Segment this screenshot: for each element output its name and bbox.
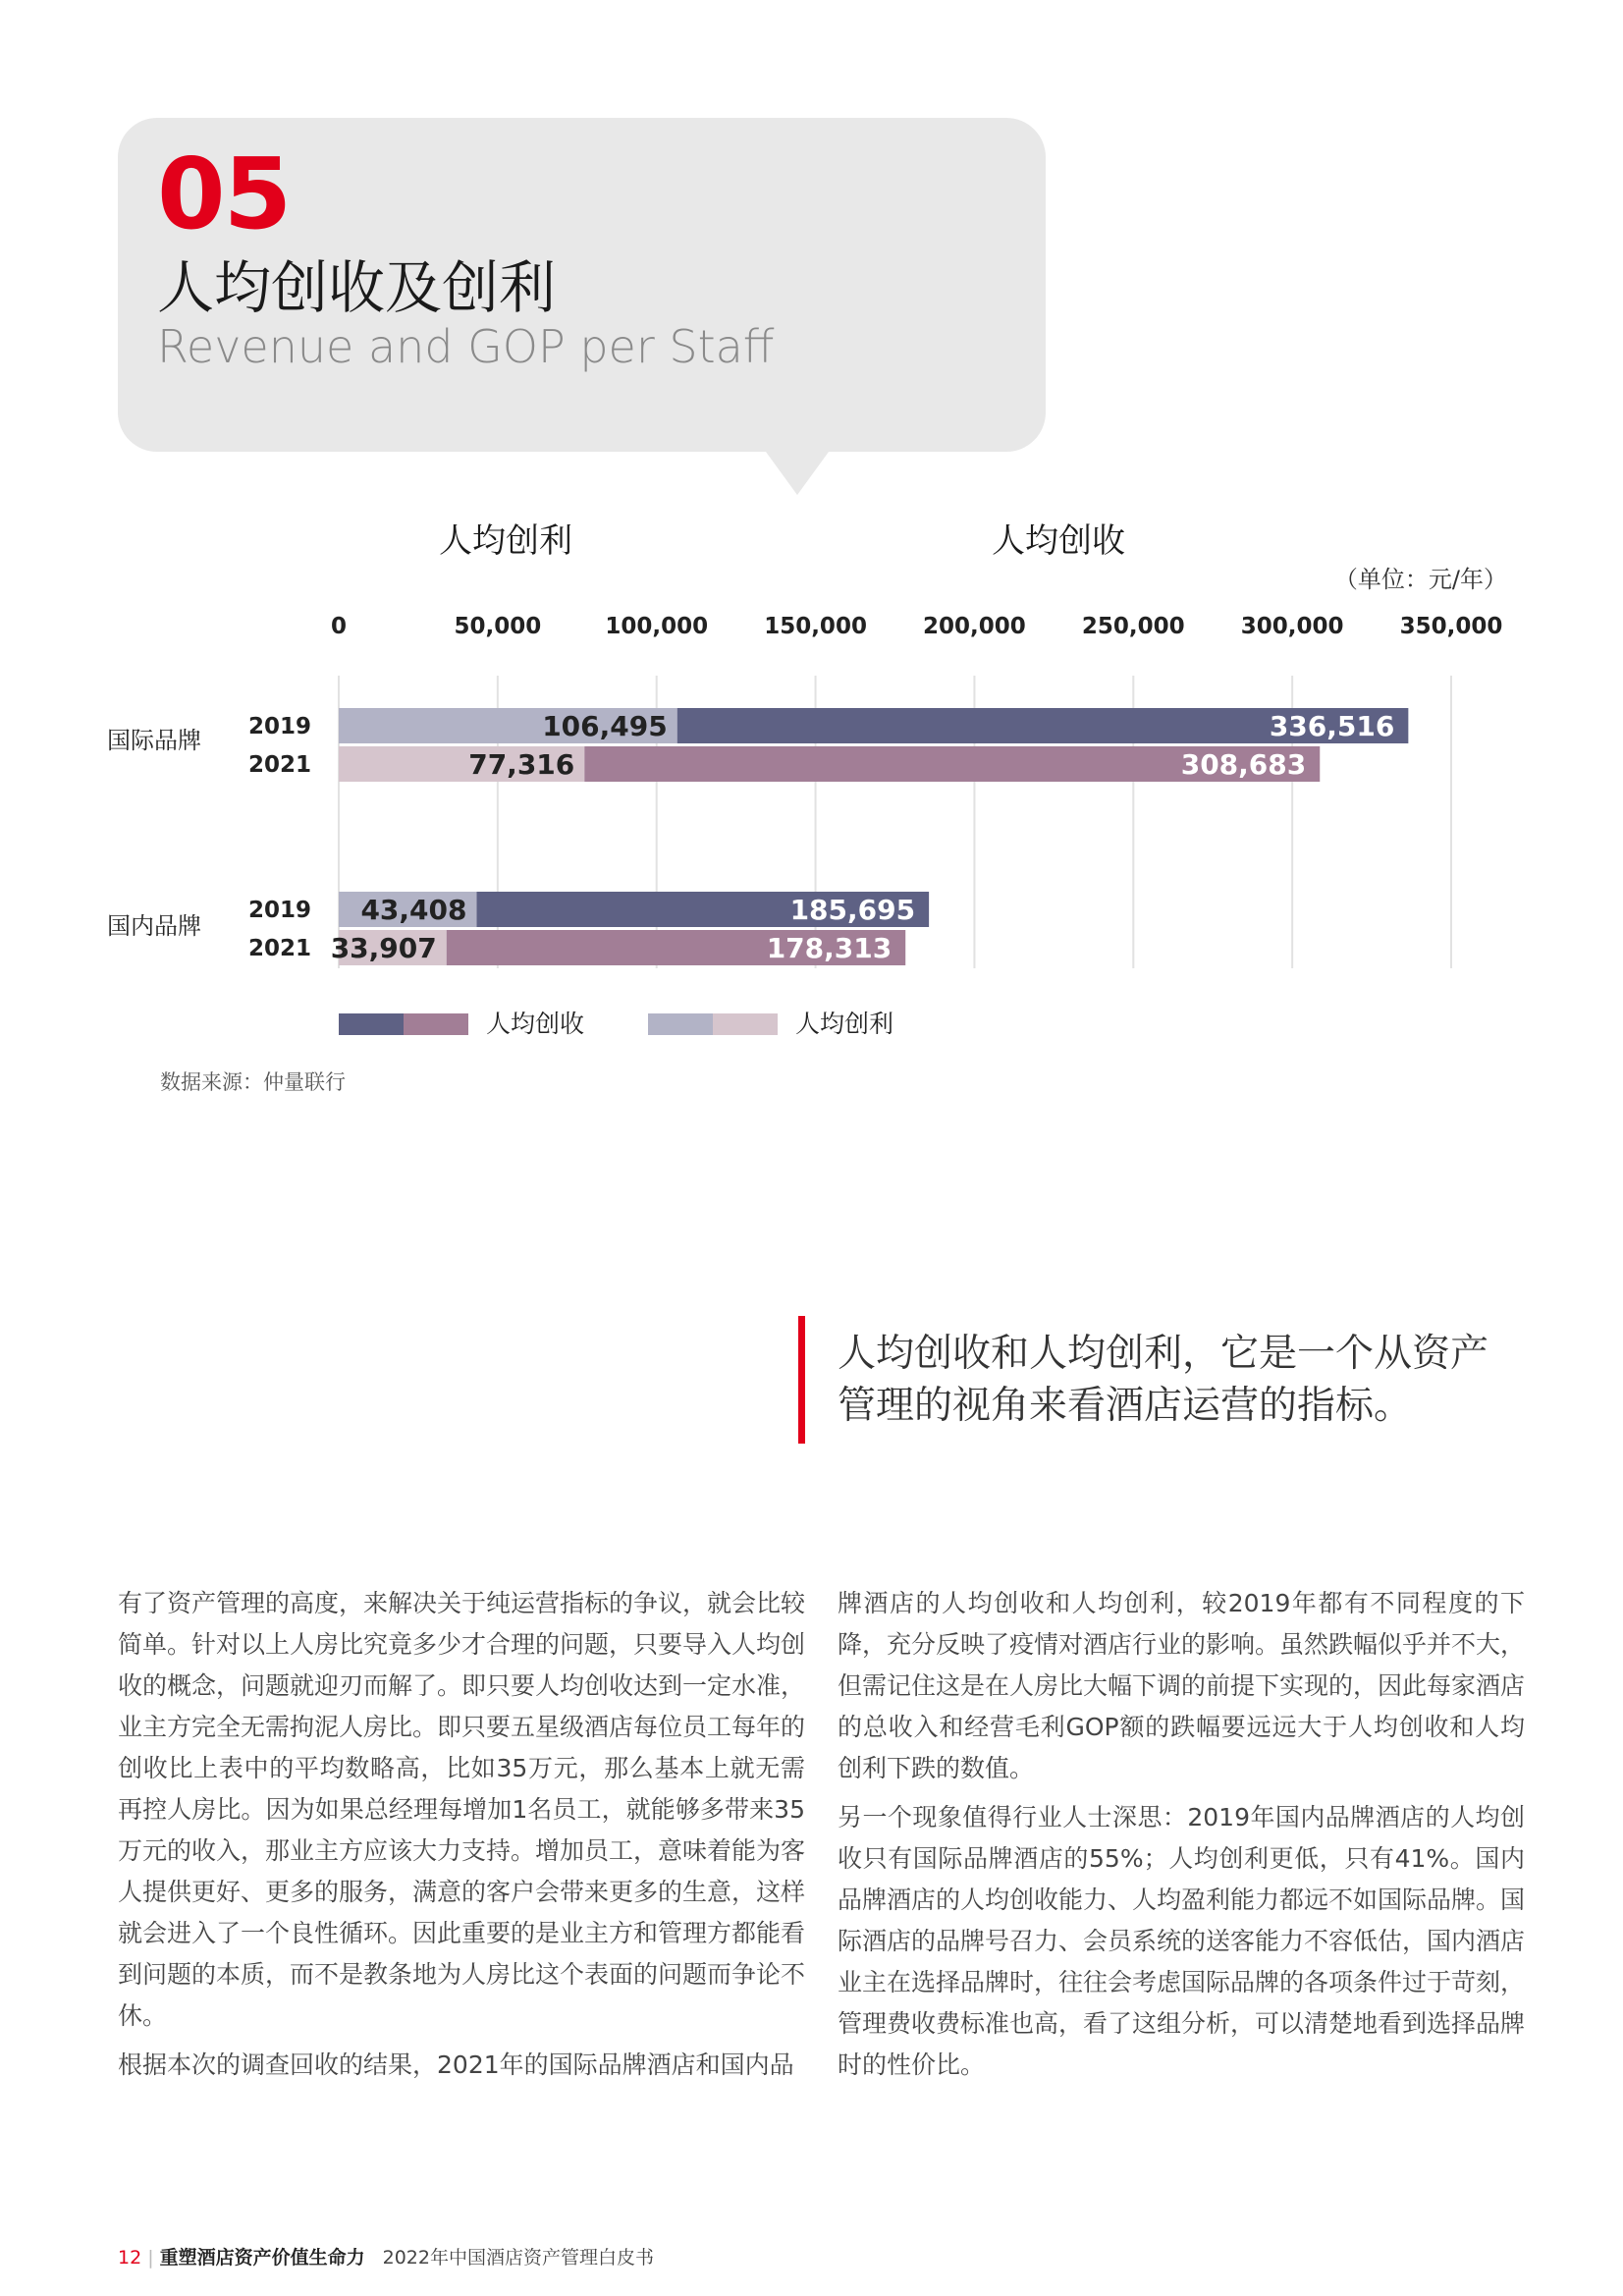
revenue-value-label: 178,313	[766, 932, 893, 964]
gop-value-label: 43,408	[360, 894, 467, 926]
body-column-right	[838, 1583, 1525, 2094]
gop-value-label: 33,907	[330, 932, 437, 964]
quote-accent-bar	[798, 1316, 805, 1444]
data-source: 数据来源：仲量联行	[160, 1070, 346, 1094]
chart-legend	[339, 1010, 893, 1038]
pull-quote: 人均创收和人均创利，它是一个从资产管理的视角来看酒店运营的指标。	[838, 1332, 1489, 1428]
year-label: 2019	[247, 714, 311, 739]
group-label: 国际品牌	[107, 727, 201, 754]
chart-unit: （单位：元/年）	[1333, 566, 1507, 593]
body-column-left	[118, 1583, 805, 2094]
legend-swatch	[713, 1013, 778, 1035]
revenue-value-label: 336,516	[1269, 710, 1395, 742]
x-tick-label: 100,000	[605, 614, 709, 639]
chart-title-left: 人均创利	[439, 521, 572, 561]
legend-label: 人均创收	[486, 1010, 585, 1038]
group-label: 国内品牌	[107, 912, 201, 940]
legend-swatch	[648, 1013, 713, 1035]
section-header-bubble-tail	[766, 452, 829, 495]
legend-label: 人均创利	[795, 1010, 894, 1038]
legend-swatch	[404, 1013, 468, 1035]
body-paragraph: 根据本次的调查回收的结果，2021年的国际品牌酒店和国内品	[118, 2050, 794, 2079]
year-label: 2021	[247, 936, 311, 961]
revenue-value-label: 185,695	[789, 894, 916, 926]
revenue-gop-chart	[0, 491, 1623, 1041]
body-paragraph: 另一个现象值得行业人士深思：2019年国内品牌酒店的人均创收只有国际品牌酒店的55%；人均创利更低，只有41%。国内品牌酒店的人均创收能力、人均盈利能力都远不如国际品牌。国际酒店的品牌号召力、会员系统的送客能力不容低估，国内酒店业主在选择品牌时，往往会考虑国际品牌的各项条件过于苛刻，管理费收费标准也高，看了这组分析，可以清楚地看到选择品牌时的性价比。	[838, 1803, 1526, 2079]
x-tick-label: 200,000	[923, 614, 1026, 639]
body-paragraph: 牌酒店的人均创收和人均创利，较2019年都有不同程度的下降，充分反映了疫情对酒店行业的影响。虽然跌幅似乎并不大，但需记住这是在人房比大幅下调的前提下实现的，因此每家酒店的总收入和经营毛利GOP额的跌幅要远远大于人均创收和人均创利下跌的数值。	[838, 1589, 1526, 1782]
chart-bars	[339, 708, 1408, 965]
year-label: 2021	[247, 752, 311, 778]
x-tick-label: 150,000	[764, 614, 867, 639]
year-label: 2019	[247, 898, 311, 923]
footer-title: 2022年中国酒店资产管理白皮书	[382, 2247, 654, 2269]
chart-title-right: 人均创收	[992, 521, 1125, 561]
footer-separator: |	[147, 2247, 154, 2269]
section-title-en: Revenue and GOP per Staff	[157, 320, 775, 373]
x-tick-label: 250,000	[1081, 614, 1185, 639]
page-footer	[118, 2243, 654, 2269]
gop-value-label: 77,316	[468, 748, 575, 781]
x-tick-label: 0	[330, 614, 348, 639]
section-title-cn: 人均创收及创利	[157, 254, 557, 321]
x-tick-label: 300,000	[1240, 614, 1344, 639]
x-tick-label: 350,000	[1399, 614, 1503, 639]
page-number: 12	[118, 2247, 142, 2269]
gop-value-label: 106,495	[542, 710, 668, 742]
x-tick-label: 50,000	[454, 614, 542, 639]
footer-title-bold: 重塑酒店资产价值生命力	[159, 2247, 365, 2269]
body-paragraph: 有了资产管理的高度，来解决关于纯运营指标的争议，就会比较简单。针对以上人房比究竟多少才合理的问题，只要导入人均创收的概念，问题就迎刃而解了。即只要人均创收达到一定水准，业主方完全无需拘泥人房比。即只要五星级酒店每位员工每年的创收比上表中的平均数略高，比如35万元，那么基本上就无需再控人房比。因为如果总经理每增加1名员工，就能够多带来35万元的收入，那业主方应该大力支持。增加员工，意味着能为客人提供更好、更多的服务，满意的客户会带来更多的生意，这样就会进入了一个良性循环。因此重要的是业主方和管理方都能看到问题的本质，而不是教条地为人房比这个表面的问题而争论不休。	[118, 1589, 806, 2030]
revenue-value-label: 308,683	[1180, 748, 1307, 781]
legend-swatch	[339, 1013, 404, 1035]
section-number: 05	[157, 137, 291, 251]
